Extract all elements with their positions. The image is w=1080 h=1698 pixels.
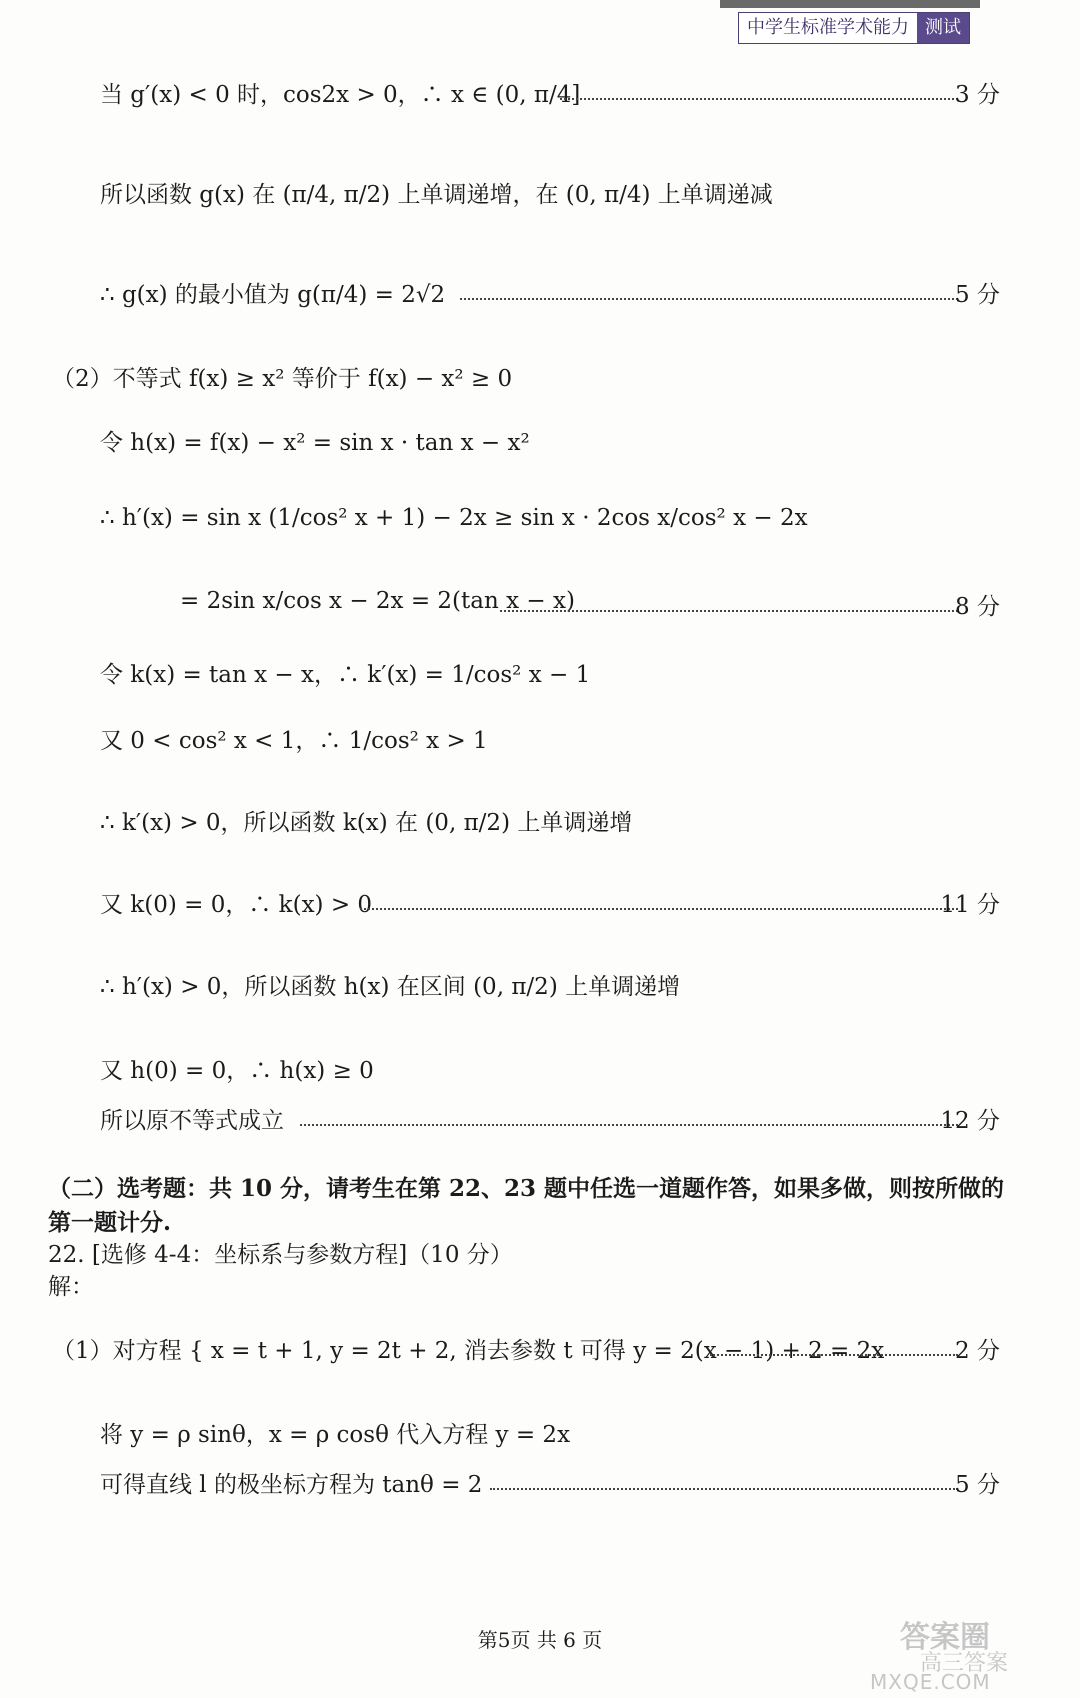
brand-tag: 测试 [917, 13, 969, 43]
header-stripe [720, 0, 980, 8]
page-number: 第5页 共 6 页 [477, 1628, 603, 1652]
brand-badge [738, 12, 970, 44]
brand-main: 中学生标准学术能力 [739, 13, 917, 43]
watermark: 答案圈 高三答案 MXQE.COM [870, 1620, 1009, 1694]
